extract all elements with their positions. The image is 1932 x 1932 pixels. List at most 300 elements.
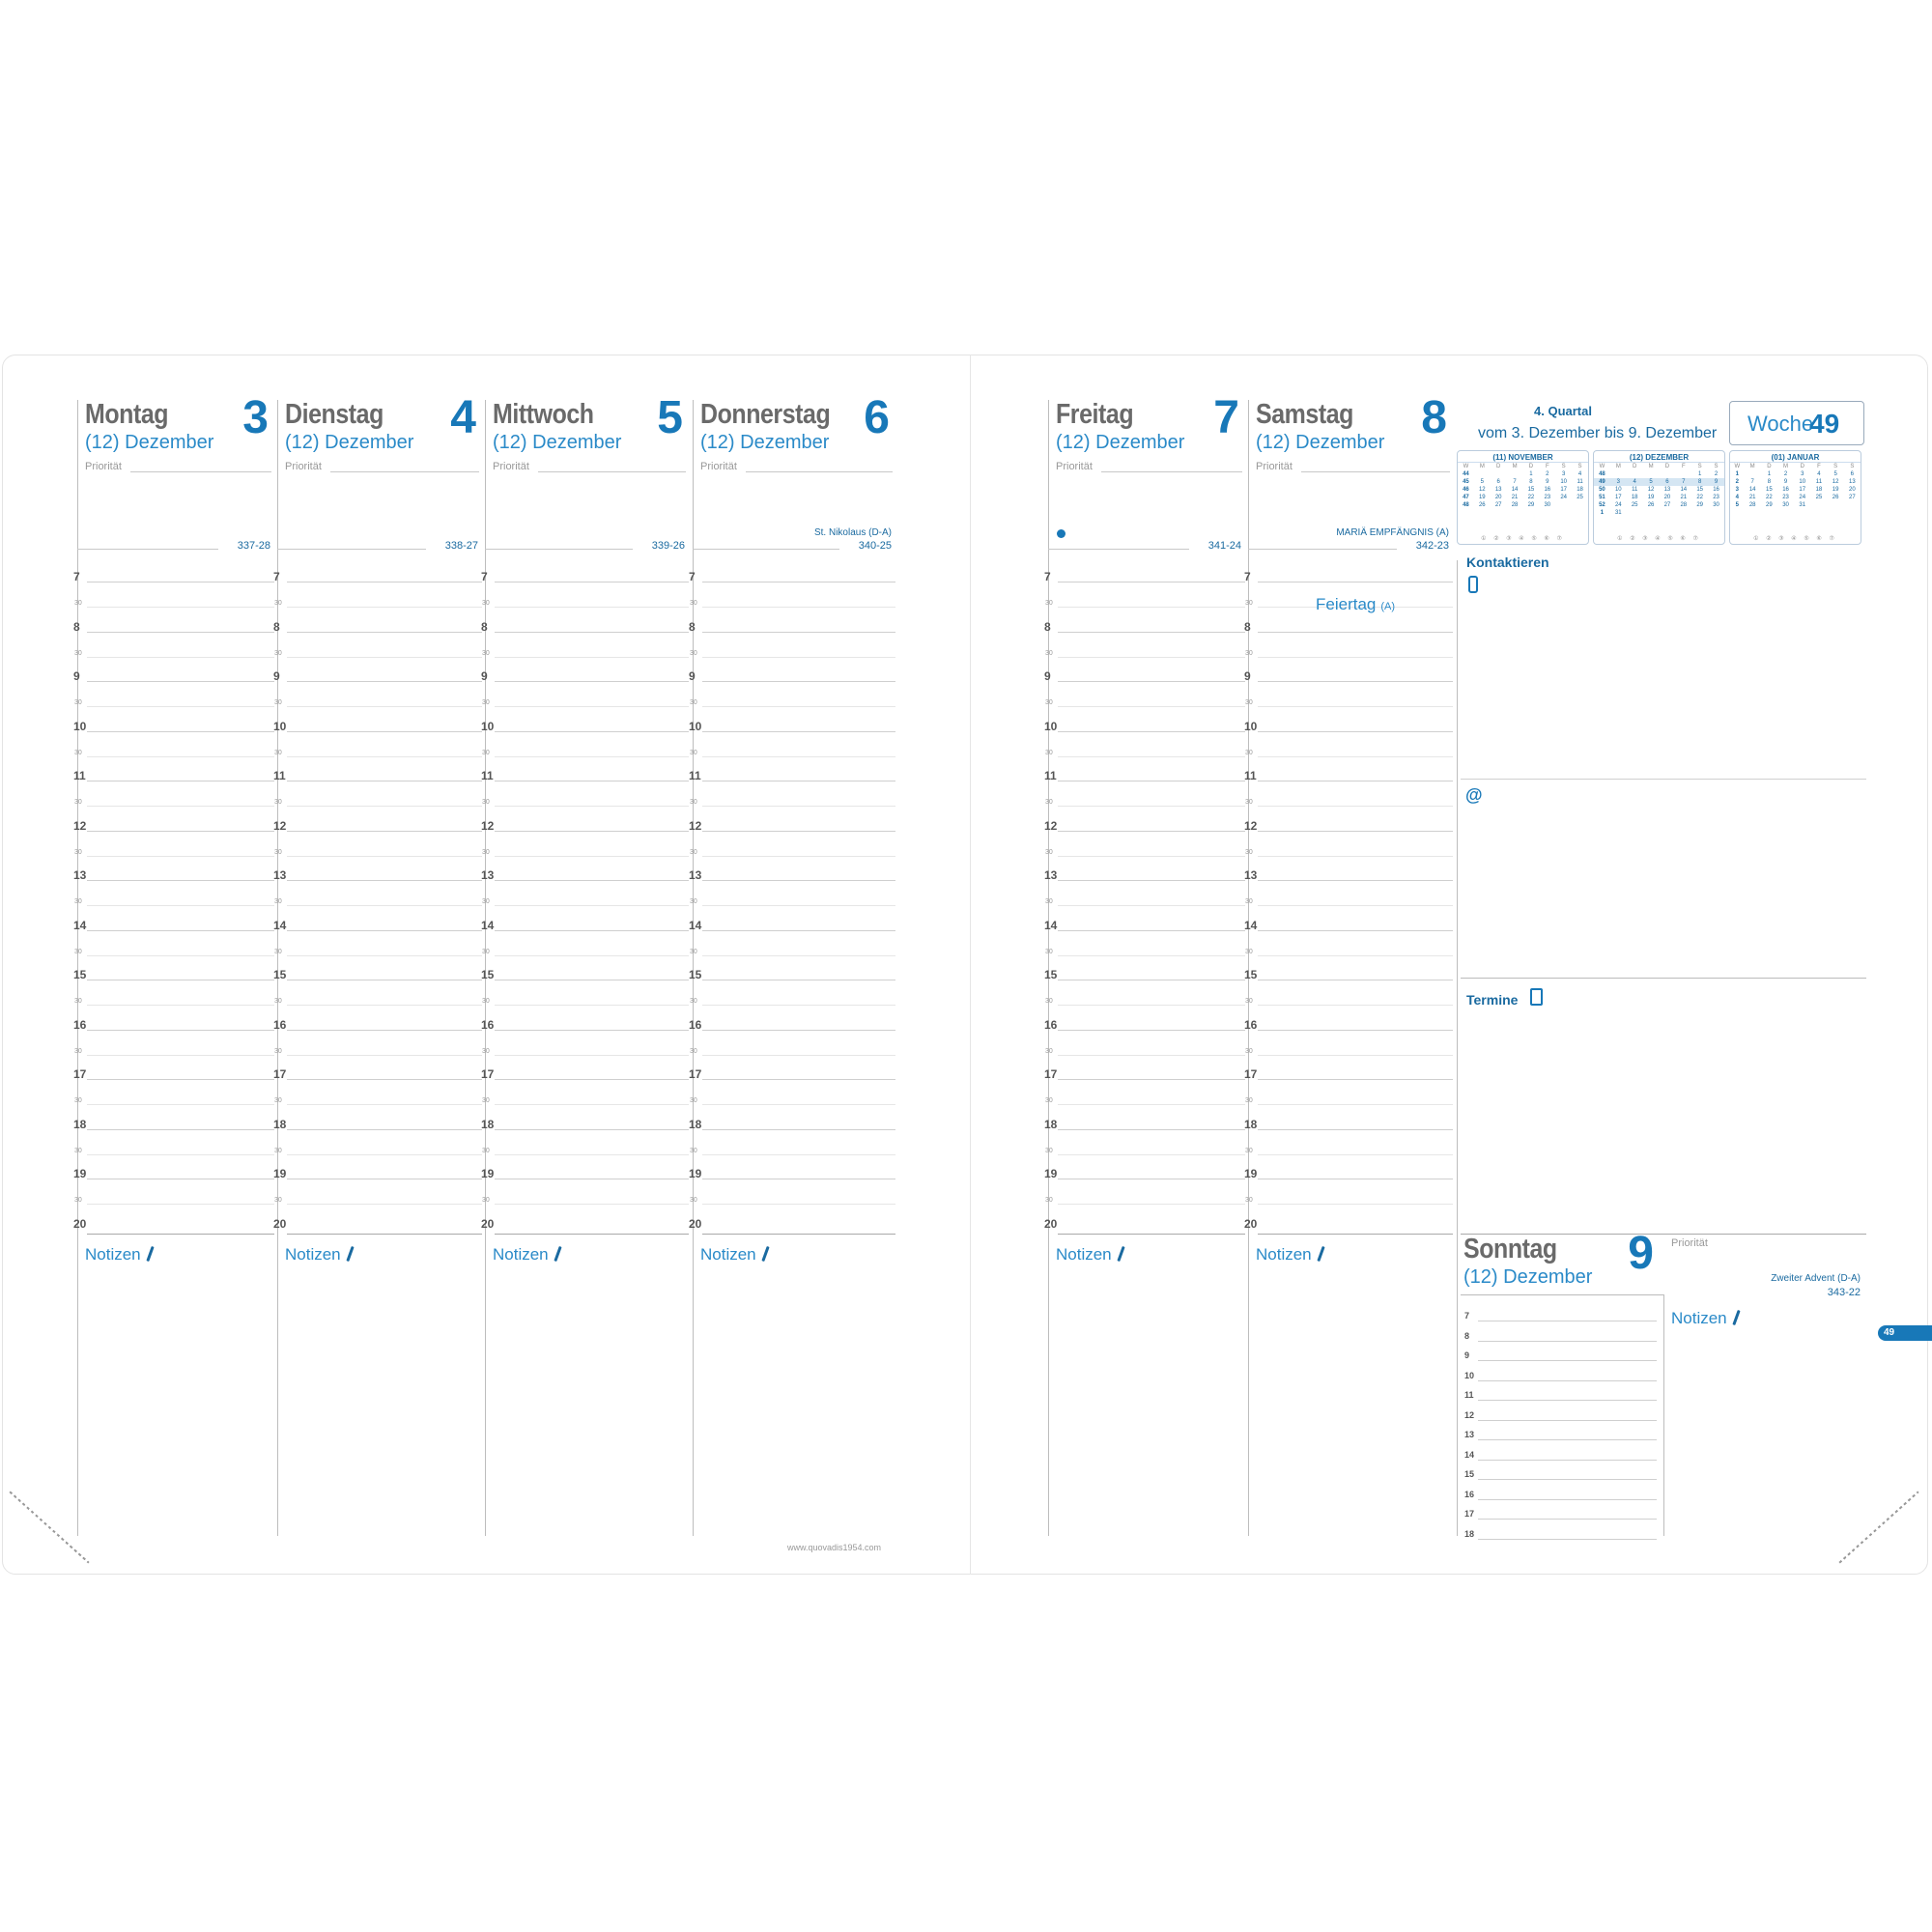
half-hour-label: 30: [482, 1197, 490, 1204]
hour-label: 10: [689, 719, 702, 733]
date-cell: [1643, 509, 1660, 517]
date-cell: 8: [1691, 478, 1708, 486]
feiertag-label: [1316, 595, 1395, 614]
half-hour-line: [495, 806, 689, 807]
grid-bottom-line: [87, 1234, 274, 1235]
date-cell: 12: [1647, 487, 1655, 493]
half-hour-line: [287, 1104, 482, 1105]
week-row: [1594, 509, 1724, 517]
week-number-cell: 49: [1594, 478, 1610, 486]
date-cell: 23: [1782, 495, 1789, 500]
date-cell: 29: [1766, 502, 1773, 508]
half-hour-line: [287, 657, 482, 658]
hour-label: 10: [481, 719, 495, 733]
right-panel-divider: [1457, 560, 1458, 1536]
sunday-hour-line: [1478, 1519, 1657, 1520]
contact-title: Kontaktieren: [1466, 554, 1549, 570]
weekday-cell: S: [1833, 464, 1838, 469]
half-hour-line: [1258, 1104, 1453, 1105]
half-hour-line: [1258, 856, 1453, 857]
date-cell: [1491, 470, 1507, 478]
half-hour-line: [287, 905, 482, 906]
date-cell: 30: [1782, 502, 1789, 508]
week-number-cell: 4: [1735, 495, 1739, 500]
hour-line: [702, 731, 895, 732]
date-cell: 3: [1801, 471, 1804, 477]
hour-label: 11: [689, 769, 701, 782]
hour-line: [87, 731, 274, 732]
hour-label: 11: [1244, 769, 1257, 782]
notes-text: Notizen: [285, 1245, 341, 1264]
date-cell: 14: [1680, 487, 1688, 493]
hour-line: [1258, 681, 1453, 682]
sunday-hour-line: [1478, 1439, 1657, 1440]
date-cell: [1660, 509, 1676, 517]
week-number-cell: 50: [1599, 487, 1605, 493]
date-cell: 15: [1766, 487, 1773, 493]
date-cell: 30: [1713, 502, 1719, 508]
half-hour-label: 30: [274, 898, 282, 905]
week-box: [1729, 401, 1864, 445]
date-cell: 20: [1494, 495, 1502, 500]
holiday-label: St. Nikolaus (D-A): [813, 527, 892, 538]
date-cell: 19: [1478, 495, 1486, 500]
hour-label: 17: [1044, 1067, 1058, 1081]
hour-line: [495, 681, 689, 682]
date-cell: 12: [1832, 479, 1839, 485]
half-hour-label: 30: [274, 1047, 282, 1055]
sunday-holiday: Zweiter Advent (D-A): [1771, 1273, 1861, 1284]
date-cell: 26: [1832, 495, 1839, 500]
date-cell: [1708, 509, 1724, 517]
week-row: [1458, 494, 1588, 501]
hour-line: [1058, 831, 1245, 832]
hour-line: [1058, 632, 1245, 633]
date-cell: [1691, 509, 1708, 517]
sunday-priority-label: Priorität: [1671, 1237, 1708, 1249]
mini-calendar-title: (11) NOVEMBER: [1458, 451, 1588, 463]
hour-line: [1258, 1129, 1453, 1130]
half-hour-label: 30: [1245, 649, 1253, 657]
mini-calendar: [1729, 450, 1861, 545]
day-name: Montag: [85, 399, 169, 430]
date-cell: 1: [1698, 471, 1702, 477]
half-hour-label: 30: [690, 998, 697, 1005]
priority-line: [538, 471, 686, 472]
week-number-cell: 48: [1463, 502, 1469, 508]
hour-label: 15: [1044, 968, 1058, 981]
page-gutter: [970, 355, 971, 1575]
hour-line: [495, 731, 689, 732]
day-month: (12) Dezember: [1256, 432, 1385, 453]
date-cell: [1474, 470, 1491, 478]
day-name: Dienstag: [285, 399, 384, 430]
weekday-header-row: [1594, 463, 1724, 470]
hour-label: 14: [1044, 918, 1058, 932]
sunday-hour-line: [1478, 1341, 1657, 1342]
hour-line: [87, 1129, 274, 1130]
date-cell: 25: [1631, 502, 1638, 508]
date-cell: 16: [1782, 487, 1789, 493]
day-month: (12) Dezember: [700, 432, 830, 453]
priority-line: [330, 471, 479, 472]
hour-label: 14: [1244, 918, 1258, 932]
hour-label: 17: [73, 1067, 87, 1081]
half-hour-label: 30: [1245, 898, 1253, 905]
date-cell: 1: [1529, 471, 1533, 477]
date-cell: [1660, 470, 1676, 478]
half-hour-label: 30: [690, 649, 697, 657]
half-hour-label: 30: [690, 600, 697, 607]
date-cell: 9: [1783, 479, 1788, 485]
hour-label: 15: [481, 968, 495, 981]
contact-divider: [1461, 779, 1866, 780]
date-cell: [1643, 470, 1660, 478]
date-cell: 18: [1577, 487, 1583, 493]
priority-line: [746, 471, 893, 472]
hour-label: 15: [73, 968, 87, 981]
hour-label: 18: [73, 1117, 87, 1131]
hour-line: [87, 1030, 274, 1031]
half-hour-label: 30: [690, 1097, 697, 1104]
date-cell: 5: [1643, 478, 1660, 486]
half-hour-label: 30: [690, 1047, 697, 1055]
notes-label: [493, 1245, 559, 1264]
date-cell: 27: [1849, 495, 1856, 500]
half-hour-line: [87, 955, 274, 956]
half-hour-line: [495, 607, 689, 608]
priority-label: Priorität: [1056, 461, 1093, 472]
hour-label: 15: [273, 968, 287, 981]
hour-line: [87, 831, 274, 832]
half-hour-line: [1258, 1005, 1453, 1006]
half-hour-label: 30: [1045, 649, 1053, 657]
half-hour-line: [1258, 706, 1453, 707]
half-hour-line: [87, 806, 274, 807]
mini-calendar-title: (12) DEZEMBER: [1594, 451, 1724, 463]
week-row: [1594, 486, 1724, 494]
weekday-cell: D: [1664, 464, 1670, 469]
week-number-cell: 3: [1735, 487, 1739, 493]
half-hour-label: 30: [74, 1197, 82, 1204]
sunday-code: 343-22: [1827, 1287, 1861, 1298]
hour-label: 9: [1044, 669, 1051, 683]
hour-label: 14: [273, 918, 287, 932]
day-code: 340-25: [858, 540, 892, 552]
priority-label: Priorität: [1256, 461, 1293, 472]
hour-label: 19: [1044, 1167, 1058, 1180]
half-hour-label: 30: [690, 749, 697, 756]
hour-label: 20: [481, 1216, 495, 1231]
half-hour-line: [702, 1055, 895, 1056]
weekday-cell: F: [1545, 464, 1549, 469]
notes-text: Notizen: [1056, 1245, 1112, 1264]
date-cell: 27: [1663, 502, 1671, 508]
half-hour-label: 30: [1245, 948, 1253, 955]
date-cell: [1675, 509, 1691, 517]
hour-label: 16: [73, 1017, 87, 1032]
half-hour-label: 30: [274, 1147, 282, 1154]
date-cell: 9: [1546, 479, 1549, 485]
half-hour-line: [702, 1154, 895, 1155]
hour-line: [287, 731, 482, 732]
date-cell: 25: [1577, 495, 1583, 500]
website-url: www.quovadis1954.com: [787, 1543, 882, 1552]
hour-label: 19: [481, 1167, 495, 1180]
half-hour-line: [702, 607, 895, 608]
half-hour-label: 30: [690, 1147, 697, 1154]
date-cell: 19: [1647, 495, 1655, 500]
day-code: 342-23: [1415, 540, 1449, 552]
email-divider: [1461, 978, 1866, 979]
hour-line: [702, 831, 895, 832]
grid-bottom-line: [702, 1234, 895, 1235]
grid-bottom-line: [287, 1234, 482, 1235]
date-cell: 11: [1577, 479, 1583, 485]
header-bottom-line: [77, 549, 218, 550]
day-name: Samstag: [1256, 399, 1353, 430]
half-hour-label: 30: [1045, 799, 1053, 806]
half-hour-label: 30: [482, 699, 490, 706]
hour-label: 7: [1244, 570, 1251, 583]
date-cell: 10: [1614, 487, 1622, 493]
priority-line: [1101, 471, 1242, 472]
hour-line: [495, 930, 689, 931]
notes-label: [700, 1245, 767, 1264]
half-hour-label: 30: [1245, 749, 1253, 756]
header-bottom-line: [1248, 549, 1397, 550]
half-hour-line: [1058, 1154, 1245, 1155]
half-hour-line: [1058, 1055, 1245, 1056]
hour-label: 13: [481, 868, 495, 882]
half-hour-label: 30: [690, 898, 697, 905]
half-hour-label: 30: [1045, 1197, 1053, 1204]
half-hour-line: [495, 1005, 689, 1006]
hour-line: [702, 632, 895, 633]
half-hour-label: 30: [482, 799, 490, 806]
date-cell: 27: [1494, 502, 1502, 508]
half-hour-label: 30: [1245, 1047, 1253, 1055]
week-number-cell: 44: [1463, 471, 1469, 477]
sunday-hour-line: [1478, 1380, 1657, 1381]
sunday-number: 9: [1628, 1228, 1654, 1279]
notes-text: Notizen: [1671, 1309, 1727, 1327]
hour-label: 8: [1044, 619, 1051, 634]
half-hour-label: 30: [274, 649, 282, 657]
half-hour-label: 30: [74, 699, 82, 706]
date-cell: 17: [1560, 487, 1568, 493]
half-hour-line: [87, 756, 274, 757]
weekday-cell: D: [1767, 464, 1772, 469]
date-cell: [1627, 470, 1643, 478]
hour-line: [1058, 1129, 1245, 1130]
weekday-cell: S: [1850, 464, 1855, 469]
date-cell: 5: [1480, 479, 1484, 485]
week-row: [1594, 470, 1724, 478]
hour-line: [702, 1129, 895, 1130]
hour-label: 9: [689, 669, 696, 683]
sunday-hour-label: 18: [1464, 1528, 1475, 1539]
priority-label: Priorität: [700, 461, 737, 472]
day-month: (12) Dezember: [85, 432, 214, 453]
date-cell: 8: [1529, 479, 1533, 485]
sunday-hour-label: 7: [1464, 1311, 1470, 1321]
weekday-cell: D: [1496, 464, 1501, 469]
half-hour-label: 30: [482, 649, 490, 657]
half-hour-label: 30: [74, 1047, 82, 1055]
hour-label: 7: [273, 570, 280, 583]
hour-line: [1258, 1030, 1453, 1031]
week-row: [1730, 501, 1861, 509]
sunday-hour-line: [1478, 1479, 1657, 1480]
date-cell: 2: [1546, 471, 1549, 477]
hour-label: 8: [481, 619, 488, 634]
hour-line: [495, 1030, 689, 1031]
half-hour-label: 30: [74, 948, 82, 955]
notes-text: Notizen: [700, 1245, 756, 1264]
date-cell: 11: [1632, 487, 1638, 493]
quarter-title: 4. Quartal: [1534, 404, 1592, 418]
grid-bottom-line: [1058, 1234, 1245, 1235]
hour-label: 16: [481, 1017, 495, 1032]
priority-line: [130, 471, 271, 472]
date-cell: 12: [1478, 487, 1486, 493]
hour-line: [1058, 731, 1245, 732]
week-row: [1730, 494, 1861, 501]
hour-line: [87, 632, 274, 633]
friday-bullet: [1057, 529, 1065, 538]
date-cell: 24: [1799, 495, 1806, 500]
date-cell: 13: [1663, 487, 1671, 493]
sunday-hour-label: 12: [1464, 1409, 1475, 1420]
mini-calendar-grid: [1730, 463, 1861, 509]
hour-label: 16: [1044, 1017, 1058, 1032]
half-hour-label: 30: [74, 600, 82, 607]
half-hour-line: [287, 706, 482, 707]
date-cell: [1507, 470, 1523, 478]
hour-label: 7: [689, 570, 696, 583]
half-hour-label: 30: [482, 948, 490, 955]
hour-label: 17: [689, 1067, 702, 1081]
sunday-hour-line: [1478, 1400, 1657, 1401]
calendar-icon: [1530, 988, 1543, 1006]
date-cell: 16: [1544, 487, 1551, 493]
hour-line: [87, 1079, 274, 1080]
half-hour-label: 30: [482, 1147, 490, 1154]
day-code: 341-24: [1208, 540, 1241, 552]
weekday-cell: S: [1577, 464, 1582, 469]
sunday-hour-line: [1478, 1539, 1657, 1540]
hour-line: [1058, 1079, 1245, 1080]
half-hour-line: [495, 756, 689, 757]
hour-label: 9: [481, 669, 488, 683]
hour-label: 17: [481, 1067, 495, 1081]
date-cell: 10: [1560, 479, 1568, 485]
mini-calendar-footer: ① ② ③ ④ ⑤ ⑥ ⑦: [1481, 536, 1565, 542]
half-hour-line: [1058, 1104, 1245, 1105]
hour-label: 18: [1244, 1117, 1258, 1131]
appointments-title: Termine: [1466, 992, 1519, 1008]
date-cell: 3: [1562, 471, 1566, 477]
sunday-hour-line: [1478, 1360, 1657, 1361]
half-hour-line: [87, 905, 274, 906]
half-hour-label: 30: [1045, 699, 1053, 706]
hour-label: 20: [1244, 1216, 1258, 1231]
hour-line: [87, 681, 274, 682]
half-hour-line: [495, 905, 689, 906]
page-tab: 49: [1878, 1325, 1932, 1341]
date-cell: 28: [1511, 502, 1519, 508]
notes-label: [285, 1245, 352, 1264]
date-cell: 9: [1708, 478, 1724, 486]
hour-label: 18: [481, 1117, 495, 1131]
hour-line: [1058, 1030, 1245, 1031]
hour-line: [495, 632, 689, 633]
hour-line: [1258, 1079, 1453, 1080]
day-number: 6: [864, 392, 890, 443]
hour-label: 16: [1244, 1017, 1258, 1032]
date-cell: 26: [1478, 502, 1486, 508]
date-cell: 13: [1849, 479, 1856, 485]
hour-label: 12: [689, 818, 702, 833]
notes-label: [1256, 1245, 1322, 1264]
hour-line: [287, 1030, 482, 1031]
date-cell: 6: [1850, 471, 1855, 477]
half-hour-line: [87, 706, 274, 707]
sunday-hour-label: 10: [1464, 1370, 1475, 1380]
sunday-hour-label: 15: [1464, 1469, 1475, 1479]
week-number-cell: 1: [1735, 471, 1739, 477]
hour-line: [1258, 831, 1453, 832]
half-hour-label: 30: [74, 848, 82, 856]
half-hour-line: [1258, 1055, 1453, 1056]
holiday-label: MARIÄ EMPFÄNGNIS (A): [1336, 527, 1449, 538]
weekday-cell: M: [1615, 464, 1621, 469]
date-cell: 22: [1766, 495, 1773, 500]
half-hour-label: 30: [74, 749, 82, 756]
half-hour-label: 30: [1045, 948, 1053, 955]
half-hour-label: 30: [274, 1097, 282, 1104]
weekday-cell: S: [1697, 464, 1702, 469]
priority-label: Priorität: [85, 461, 122, 472]
week-number-cell: 46: [1463, 487, 1469, 493]
header-bottom-line: [693, 549, 839, 550]
hour-label: 12: [481, 818, 495, 833]
hour-label: 7: [73, 570, 80, 583]
half-hour-label: 30: [74, 898, 82, 905]
half-hour-line: [702, 905, 895, 906]
half-hour-line: [1058, 1204, 1245, 1205]
half-hour-line: [1058, 955, 1245, 956]
notes-label: [1056, 1245, 1122, 1264]
date-cell: 31: [1799, 502, 1806, 508]
weekday-header-row: [1730, 463, 1861, 470]
hour-line: [495, 1129, 689, 1130]
half-hour-label: 30: [274, 749, 282, 756]
date-cell: 8: [1767, 479, 1772, 485]
date-cell: 4: [1627, 478, 1643, 486]
half-hour-label: 30: [690, 948, 697, 955]
date-cell: [1610, 470, 1627, 478]
date-cell: 14: [1511, 487, 1519, 493]
priority-label: Priorität: [493, 461, 529, 472]
half-hour-line: [287, 756, 482, 757]
half-hour-line: [1258, 1204, 1453, 1205]
date-cell: 16: [1713, 487, 1719, 493]
week-row: [1594, 478, 1724, 486]
half-hour-line: [702, 657, 895, 658]
hour-label: 15: [1244, 968, 1258, 981]
